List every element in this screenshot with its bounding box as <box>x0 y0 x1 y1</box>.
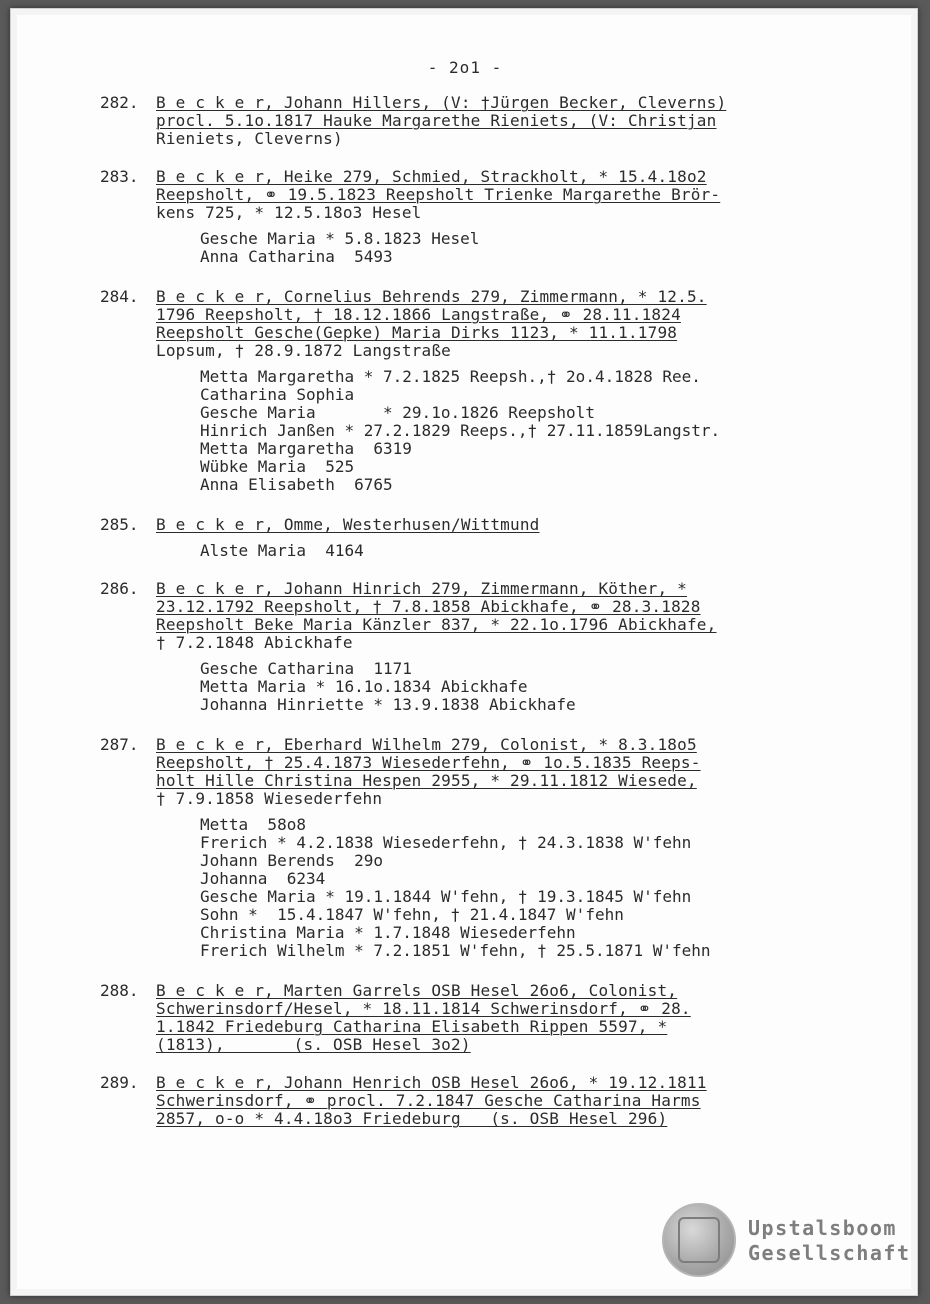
entry-line: † 7.2.1848 Abickhafe <box>156 633 353 652</box>
entry-number: 285. <box>100 515 139 534</box>
seal-emblem <box>678 1217 720 1263</box>
child-line: Johanna Hinriette * 13.9.1838 Abickhafe <box>200 695 576 714</box>
entry-line: Reepsholt Beke Maria Känzler 837, * 22.1o.1796 Abickhafe, <box>156 615 717 634</box>
entry-286 <box>100 580 820 714</box>
entry-line: Reepsholt Gesche(Gepke) Maria Dirks 1123, * 11.1.1798 <box>156 323 678 342</box>
child-line: Metta 58o8 <box>200 815 306 834</box>
child-line: Gesche Maria * 19.1.1844 W'fehn, † 19.3.1845 W'fehn <box>200 887 692 906</box>
entry-line: Lopsum, † 28.9.1872 Langstraße <box>156 341 451 360</box>
entry-text <box>156 168 820 222</box>
entry-text <box>156 736 820 808</box>
entry-line: † 7.9.1858 Wiesederfehn <box>156 789 383 808</box>
child-line: Metta Margaretha * 7.2.1825 Reepsh.,† 2o.4.1828 Ree. <box>200 367 701 386</box>
entry-line: Reepsholt, ⚭ 19.5.1823 Reepsholt Trienke Margarethe Brör- <box>156 185 721 204</box>
entry-text <box>156 1074 820 1128</box>
entry-line: B e c k e r, Omme, Westerhusen/Wittmund <box>156 515 540 534</box>
child-line: Catharina Sophia <box>200 385 355 404</box>
entry-line: B e c k e r, Cornelius Behrends 279, Zimmermann, * 12.5. <box>156 287 707 306</box>
entry-289 <box>100 1074 820 1128</box>
entry-line: B e c k e r, Heike 279, Schmied, Strackholt, * 15.4.18o2 <box>156 167 707 186</box>
children-list <box>200 368 820 494</box>
logo-line-2: Gesellschaft <box>748 1241 911 1265</box>
child-line: Johanna 6234 <box>200 869 326 888</box>
entry-line: Rieniets, Cleverns) <box>156 129 343 148</box>
entry-number: 284. <box>100 287 139 306</box>
children-list <box>200 660 820 714</box>
publisher-logo <box>748 1216 911 1266</box>
entry-line: holt Hille Christina Hespen 2955, * 29.11.1812 Wiesede, <box>156 771 697 790</box>
child-line: Gesche Maria * 29.1o.1826 Reepsholt <box>200 403 595 422</box>
entry-number: 288. <box>100 981 139 1000</box>
entry-line: B e c k e r, Johann Hinrich 279, Zimmermann, Köther, * <box>156 579 687 598</box>
entry-line: Reepsholt, † 25.4.1873 Wiesederfehn, ⚭ 1o.5.1835 Reeps- <box>156 753 701 772</box>
entry-line: B e c k e r, Marten Garrels OSB Hesel 26o6, Colonist, <box>156 981 678 1000</box>
page-number: - 2o1 - <box>427 58 503 77</box>
entry-282 <box>100 94 820 148</box>
entry-line: B e c k e r, Johann Henrich OSB Hesel 26o6, * 19.12.1811 <box>156 1073 707 1092</box>
logo-line-1: Upstalsboom <box>748 1216 897 1240</box>
entry-line: 1.1842 Friedeburg Catharina Elisabeth Rippen 5597, * <box>156 1017 668 1036</box>
child-line: Christina Maria * 1.7.1848 Wiesederfehn <box>200 923 576 942</box>
child-line: Johann Berends 29o <box>200 851 384 870</box>
entry-line: kens 725, * 12.5.18o3 Hesel <box>156 203 422 222</box>
entry-number: 286. <box>100 579 139 598</box>
entry-line: 1796 Reepsholt, † 18.12.1866 Langstraße, ⚭ 28.11.1824 <box>156 305 681 324</box>
child-line: Frerich * 4.2.1838 Wiesederfehn, † 24.3.1838 W'fehn <box>200 833 692 852</box>
child-line: Anna Catharina 5493 <box>200 247 393 266</box>
entry-text <box>156 982 820 1054</box>
child-line: Anna Elisabeth 6765 <box>200 475 393 494</box>
entry-283 <box>100 168 820 266</box>
child-line: Gesche Maria * 5.8.1823 Hesel <box>200 229 480 248</box>
entry-text <box>156 288 820 360</box>
child-line: Wübke Maria 525 <box>200 457 355 476</box>
entry-line: Schwerinsdorf/Hesel, * 18.11.1814 Schwerinsdorf, ⚭ 28. <box>156 999 691 1018</box>
entry-text <box>156 516 820 534</box>
entry-text <box>156 580 820 652</box>
child-line: Metta Margaretha 6319 <box>200 439 412 458</box>
entry-285 <box>100 516 820 560</box>
entry-text <box>156 94 820 148</box>
child-line: Sohn * 15.4.1847 W'fehn, † 21.4.1847 W'fehn <box>200 905 624 924</box>
entry-284 <box>100 288 820 494</box>
child-line: Hinrich Janßen * 27.2.1829 Reeps.,† 27.11.1859Langstr. <box>200 421 721 440</box>
entry-number: 283. <box>100 167 139 186</box>
entry-line: B e c k e r, Johann Hillers, (V: †Jürgen Becker, Cleverns) <box>156 93 727 112</box>
entry-number: 289. <box>100 1073 139 1092</box>
seal-icon <box>662 1203 736 1277</box>
entry-line: procl. 5.1o.1817 Hauke Margarethe Rieniets, (V: Christjan <box>156 111 717 130</box>
entry-number: 287. <box>100 735 139 754</box>
children-list <box>200 816 820 960</box>
child-line: Alste Maria 4164 <box>200 541 364 560</box>
entry-line: Schwerinsdorf, ⚭ procl. 7.2.1847 Gesche Catharina Harms <box>156 1091 701 1110</box>
children-list <box>200 542 820 560</box>
child-line: Frerich Wilhelm * 7.2.1851 W'fehn, † 25.5.1871 W'fehn <box>200 941 711 960</box>
entry-288 <box>100 982 820 1054</box>
children-list <box>200 230 820 266</box>
entry-line: B e c k e r, Eberhard Wilhelm 279, Colonist, * 8.3.18o5 <box>156 735 697 754</box>
entry-287 <box>100 736 820 960</box>
child-line: Gesche Catharina 1171 <box>200 659 412 678</box>
child-line: Metta Maria * 16.1o.1834 Abickhafe <box>200 677 528 696</box>
entry-number: 282. <box>100 93 139 112</box>
entry-line: 23.12.1792 Reepsholt, † 7.8.1858 Abickhafe, ⚭ 28.3.1828 <box>156 597 701 616</box>
entry-line: (1813), (s. OSB Hesel 3o2) <box>156 1035 471 1054</box>
entry-line: 2857, o-o * 4.4.18o3 Friedeburg (s. OSB Hesel 296) <box>156 1109 668 1128</box>
